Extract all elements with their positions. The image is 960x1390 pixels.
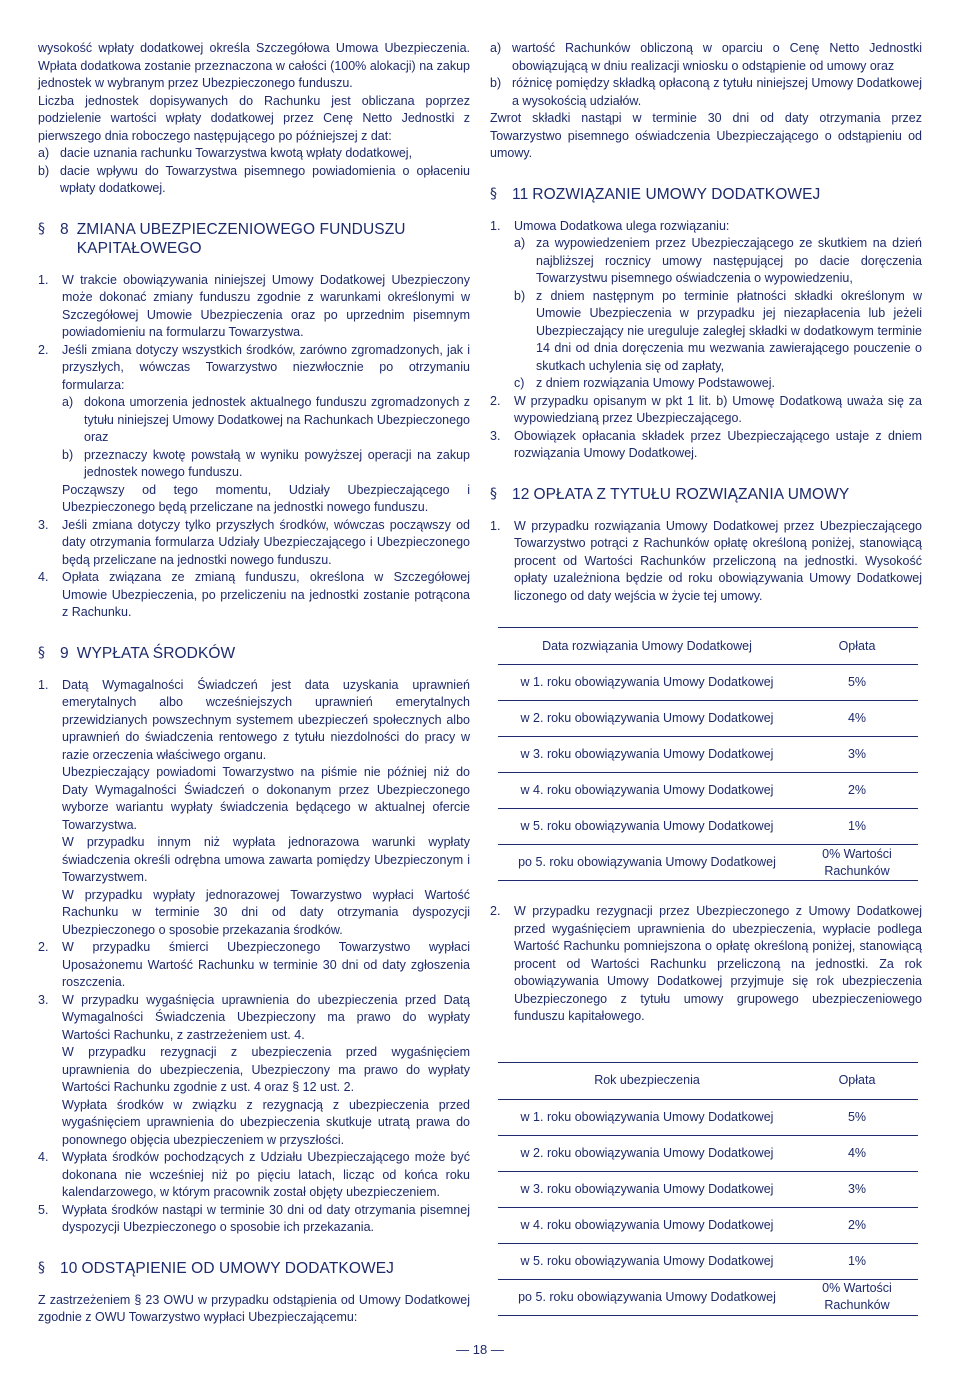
intro-paragraph-2: Liczba jednostek dopisywanych do Rachunku jest obliczana poprzez podzielenie wartości wpłaty dodatkowej przez Cenę Netto Jednostki z pierwszego dnia roboczego następującego po późniejszej z dat: xyxy=(38,93,470,143)
paragraph-item: 1. Umowa Dodatkowa ulega rozwiązaniu: xyxy=(490,218,730,233)
section-title: ZMIANA UBEZPIECZENIOWEGO FUNDUSZU KAPITAŁOWEGO xyxy=(76,220,406,257)
section-10-heading xyxy=(38,1259,470,1278)
table-row: w 1. roku obowiązywania Umowy Dodatkowej 5% xyxy=(498,665,918,701)
section-sign: § xyxy=(490,485,498,502)
table-row: w 1. roku obowiązywania Umowy Dodatkowej 5% xyxy=(498,1099,918,1135)
section-title: ROZWIĄZANIE UMOWY DODATKOWEJ xyxy=(532,185,821,203)
column-header: Opłata xyxy=(796,628,918,665)
section-sign: § xyxy=(38,1259,46,1276)
right-column xyxy=(490,40,922,1316)
section-10-paragraph: Z zastrzeżeniem § 23 OWU w przypadku odstąpienia od Umowy Dodatkowej zgodnie z OWU Towarzystwo wypłaci Ubezpieczającemu: xyxy=(38,1292,470,1324)
paragraph-item: 2. W przypadku rezygnacji przez Ubezpieczonego z Umowy Dodatkowej przed wygaśnięciem uprawnienia do ubezpieczenia, wypłacie podlega Wartość Rachunku pomniejszona o opłatę określoną poniżej, stanowiącą procent od Wartości Rachunku przeliczoną na jednostki. Za rok obowiązywania Umowy Dodatkowej przyjmuje się rok ubezpieczenia Ubezpieczonego z tytułu umowy grupowego ubezpieczeniowego funduszu kapitałowego. xyxy=(490,904,922,1023)
section-number: 9 xyxy=(60,644,69,662)
column-header: Rok ubezpieczenia xyxy=(498,1062,796,1099)
resignation-fee-table xyxy=(498,1062,918,1316)
table-row: w 2. roku obowiązywania Umowy Dodatkowej 4% xyxy=(498,701,918,737)
list-item: b) z dniem następnym po terminie płatności składki określonym w Umowie Ubezpieczenia w przypadku jej niezapłacenia lub jeżeli Ubezpieczający nie ureguluje zaległej składki w dodatkowym terminie 14 dni od dnia doręczenia mu wezwania zawierającego pouczenie o skutkach uchylenia się od zapłaty, xyxy=(514,288,922,373)
table-row: w 4. roku obowiązywania Umowy Dodatkowej 2% xyxy=(498,1207,918,1243)
list-item: a) dacie uznania rachunku Towarzystwa kwotą wpłaty dodatkowej, xyxy=(38,146,413,160)
column-header: Opłata xyxy=(796,1062,918,1099)
page-number: — 18 — xyxy=(456,1342,504,1357)
section-number: 12 xyxy=(512,485,530,503)
paragraph-item: 3. Obowiązek opłacania składek przez Ubezpieczającego ustaje z dniem rozwiązania Umowy Dodatkowej. xyxy=(490,428,922,460)
intro-paragraph-1: wysokość wpłaty dodatkowej określa Szczegółowa Umowa Ubezpieczenia. Wpłata dodatkowa zostanie przeznaczona w całości (100% alokacji) na zakup jednostek w wybranym przez Ubezpieczonego funduszu. xyxy=(38,41,470,90)
list-item: a) dokona umorzenia jednostek aktualnego funduszu zgromadzonych z tytułu niniejszej Umowy Dodatkowej na Rachunkach Ubezpieczonego oraz xyxy=(62,395,470,444)
paragraph-item: 1. W trakcie obowiązywania niniejszej Umowy Dodatkowej Ubezpieczony może dokonać zmiany funduszu zgodnie z warunkami określonymi w Szczegółowej Umowie Ubezpieczenia oraz po uprzednim pisemnym powiadomieniu na formularzu Towarzystwa. xyxy=(38,272,470,339)
column-header: Data rozwiązania Umowy Dodatkowej xyxy=(498,628,796,665)
paragraph-continuation: W przypadku wypłaty jednorazowej Towarzystwo wypłaci Wartość Rachunku w terminie 30 dni od daty otrzymania dyspozycji Ubezpieczonego o sposobie przekazania środków. xyxy=(62,887,470,937)
table-row: w 2. roku obowiązywania Umowy Dodatkowej 4% xyxy=(498,1135,918,1171)
list-item: b) różnicę pomiędzy składką opłaconą z tytułu niniejszej Umowy Dodatkowej a wysokością udziałów. xyxy=(490,76,922,108)
section-8-heading xyxy=(38,220,470,258)
section-title: ODSTĄPIENIE OD UMOWY DODATKOWEJ xyxy=(81,1259,395,1277)
paragraph-continuation: W przypadku innym niż wypłata jednorazowa warunki wypłaty świadczenia określi odrębna umowa zawarta pomiędzy Ubezpieczonym i Towarzystwem. xyxy=(62,835,470,884)
section-sign: § xyxy=(38,644,46,661)
table-row: po 5. roku obowiązywania Umowy Dodatkowej 0% Wartości Rachunków xyxy=(498,845,918,881)
table-header-row xyxy=(498,628,918,665)
paragraph-continuation: Począwszy od tego momentu, Udziały Ubezpieczającego i Ubezpieczonego będą przeliczane na jednostki nowego funduszu. xyxy=(62,482,470,514)
termination-fee-table xyxy=(498,627,918,881)
section-11-heading xyxy=(490,185,922,204)
list-item: a) wartość Rachunków obliczoną w oparciu o Cenę Netto Jednostki obowiązującą w dniu realizacji wniosku o odstąpienie od umowy oraz xyxy=(490,41,922,73)
list-item: b) przeznaczy kwotę powstałą w wyniku powyższej operacji na zakup jednostek nowego funduszu. xyxy=(62,447,470,479)
table-header-row xyxy=(498,1062,918,1099)
list-item: a) za wypowiedzeniem przez Ubezpieczającego ze skutkiem na dzień najbliższej rocznicy umowy następującej po dacie doręczenia Towarzystwu pisemnego oświadczenia o wypowiedzeniu, xyxy=(514,236,922,285)
paragraph-item: 2. W przypadku śmierci Ubezpieczonego Towarzystwo wypłaci Uposażonemu Wartość Rachunku w terminie 30 dni od daty zgłoszenia roszczenia. xyxy=(38,940,470,989)
list-item: b) dacie wpływu do Towarzystwa pisemnego powiadomienia o opłaceniu wpłaty dodatkowej. xyxy=(38,163,470,195)
paragraph-continuation: W przypadku rezygnacji z ubezpieczenia przed wygaśnięciem uprawnienia do ubezpieczenia, Ubezpieczony ma prawo do wypłaty Wartości Rachunku zgodnie z ust. 4 oraz § 12 ust. 2. xyxy=(62,1045,470,1094)
paragraph-continuation: Zwrot składki nastąpi w terminie 30 dni od daty otrzymania przez Towarzystwo pisemnego oświadczenia Ubezpieczającego o odstąpieniu od umowy. xyxy=(490,111,922,160)
table-row: w 4. roku obowiązywania Umowy Dodatkowej 2% xyxy=(498,773,918,809)
table-row: po 5. roku obowiązywania Umowy Dodatkowej 0% Wartości Rachunków xyxy=(498,1279,918,1315)
table-row: w 3. roku obowiązywania Umowy Dodatkowej 3% xyxy=(498,737,918,773)
paragraph-item: 3. W przypadku wygaśnięcia uprawnienia do ubezpieczenia przed Datą Wymagalności Świadczenia Ubezpieczony ma prawo do wypłaty Wartości Rachunku, z zastrzeżeniem ust. 4. xyxy=(38,992,470,1042)
paragraph-continuation: Ubezpieczający powiadomi Towarzystwo na piśmie nie później niż do Daty Wymagalności Świadczeń o dokonanym przez Ubezpieczonego wyborze wariantu wypłaty świadczenia będącego w aktualnej ofercie Towarzystwa. xyxy=(62,765,470,832)
paragraph-item: 2. Jeśli zmiana dotyczy wszystkich środków, zarówno zgromadzonych, jak i przyszłych, wówczas Towarzystwo niezwłocznie po otrzymaniu formularza: xyxy=(38,342,470,392)
section-sign: § xyxy=(38,220,46,237)
section-number: 11 xyxy=(512,185,529,203)
paragraph-item: 1. Datą Wymagalności Świadczeń jest data uzyskania uprawnień emerytalnych albo wcześniejszych uprawnień emerytalnych przewidzianych powszechnym systemem ubezpieczeń społecznych albo uprawnień do świadczenia rentowego z tytułu niezdolności do pracy w razie orzeczenia właściwego organu. xyxy=(38,677,470,762)
section-sign: § xyxy=(490,185,498,202)
paragraph-continuation: Wypłata środków w związku z rezygnacją z ubezpieczenia przed wygaśnięciem uprawnienia do ubezpieczenia skutkuje utratą prawa do ponownego objęcia ubezpieczeniem w przyszłości. xyxy=(62,1097,470,1147)
paragraph-item: 3. Jeśli zmiana dotyczy tylko przyszłych środków, wówczas począwszy od daty otrzymania formularza Udziały Ubezpieczającego i Ubezpieczonego będą przeliczane na jednostki nowego funduszu. xyxy=(38,517,470,567)
section-number: 8 xyxy=(60,220,69,238)
section-9-heading xyxy=(38,644,470,663)
section-title: OPŁATA Z TYTUŁU ROZWIĄZANIA UMOWY xyxy=(533,485,850,503)
section-title: WYPŁATA ŚRODKÓW xyxy=(76,644,236,662)
table-row: w 3. roku obowiązywania Umowy Dodatkowej 3% xyxy=(498,1171,918,1207)
paragraph-item: 4. Opłata związana ze zmianą funduszu, określona w Szczegółowej Umowie Ubezpieczenia, po przeliczeniu na jednostki zostanie potrącona z Rachunku. xyxy=(38,570,470,619)
section-12-heading xyxy=(490,485,922,504)
section-number: 10 xyxy=(60,1259,78,1277)
table-row: w 5. roku obowiązywania Umowy Dodatkowej 1% xyxy=(498,809,918,845)
paragraph-item: 5. Wypłata środków nastąpi w terminie 30 dni od daty otrzymania pisemnej dyspozycji Ubezpieczonego o sposobie ich przekazania. xyxy=(38,1202,470,1234)
paragraph-item: 2. W przypadku opisanym w pkt 1 lit. b) Umowę Dodatkową uważa się za wypowiedzianą przez Ubezpieczającego. xyxy=(490,393,922,425)
left-column xyxy=(38,40,470,1327)
table-row: w 5. roku obowiązywania Umowy Dodatkowej 1% xyxy=(498,1243,918,1279)
paragraph-item: 1. W przypadku rozwiązania Umowy Dodatkowej przez Ubezpieczającego Towarzystwo potrąci z Rachunków opłatę określoną poniżej, stanowiącą procent od Wartości Rachunków przeliczoną na jednostki. Wysokość opłaty uzależniona będzie od roku obowiązywania Umowy Dodatkowej liczonego od daty wejścia w życie tej umowy. xyxy=(490,518,922,603)
paragraph-item: 4. Wypłata środków pochodzących z Udziału Ubezpieczającego może być dokonana nie wcześniej niż po pięciu latach, licząc od końca roku kalendarzowego, w którym pracownik został objęty ubezpieczeniem. xyxy=(38,1150,470,1199)
list-item: c) z dniem rozwiązania Umowy Podstawowej. xyxy=(514,376,775,390)
